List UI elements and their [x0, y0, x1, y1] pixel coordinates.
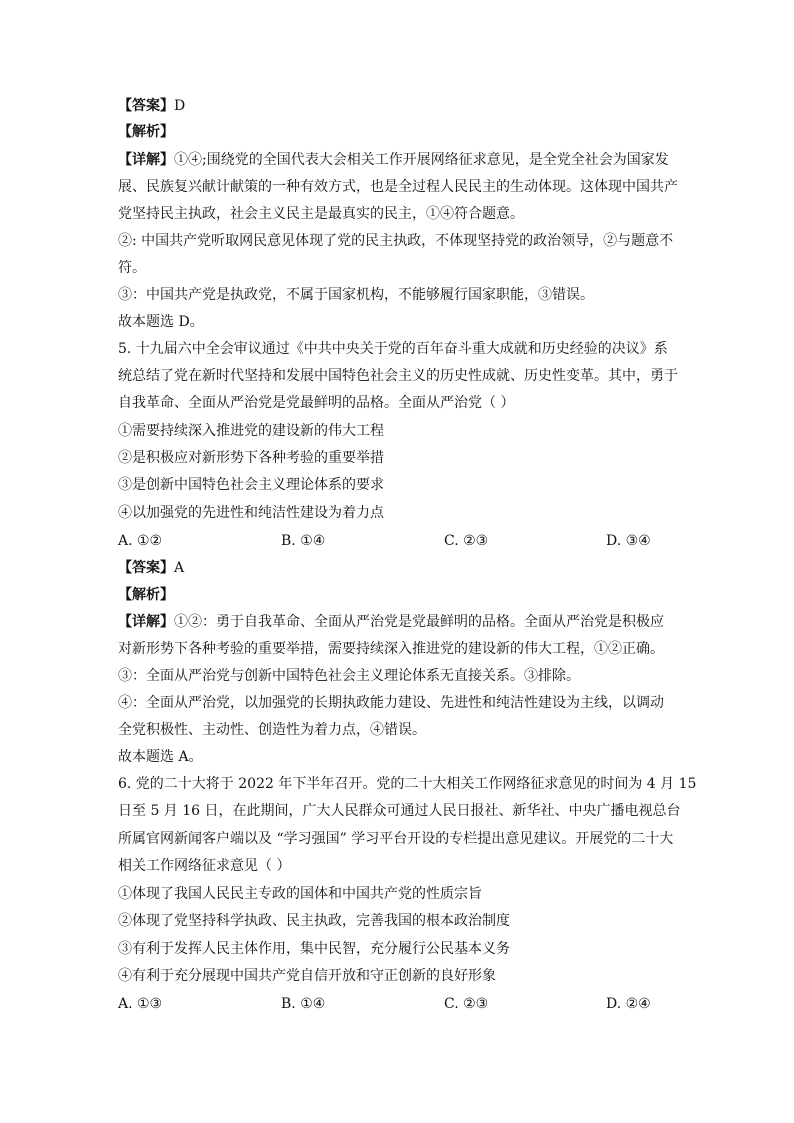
detail-line: ③：全面从严治党与创新中国特色社会主义理论体系无直接关系。③排除。	[118, 668, 580, 684]
question-stem: 5. 十九届六中全会审议通过《中共中央关于党的百年奋斗重大成就和历史经验的决议》系	[118, 341, 668, 357]
answer-value: D	[174, 98, 186, 114]
detail-line: 【详解】①②：勇于自我革命、全面从严治党是党最鲜明的品格。全面从严治党是积极应	[118, 614, 664, 630]
statement: ②是积极应对新形势下各种考验的重要举措	[118, 450, 384, 466]
statement: ④有利于充分展现中国共产党自信开放和守正创新的良好形象	[118, 968, 496, 984]
statement: ③是创新中国特色社会主义理论体系的要求	[118, 477, 384, 493]
answer-line	[118, 96, 185, 116]
statement: ①体现了我国人民民主专政的国体和中国共产党的性质宗旨	[118, 886, 482, 902]
option-d: D. ③④	[606, 533, 651, 549]
answer-line	[118, 558, 184, 578]
detail-line: 故本题选 D。	[118, 314, 204, 330]
detail-line: 党坚持民主执政，社会主义民主是最真实的民主，①④符合题意。	[118, 206, 524, 222]
detail-tag: 【详解】	[118, 614, 174, 630]
detail-tag: 【详解】	[118, 152, 174, 168]
option-b: B. ①④	[281, 533, 326, 549]
answer-value: A	[174, 560, 185, 576]
option-c: C. ②③	[444, 996, 489, 1012]
option-c: C. ②③	[444, 533, 489, 549]
detail-line: 对新形势下各种考验的重要举措，需要持续深入推进党的建设新的伟大工程，①②正确。	[118, 641, 664, 657]
detail-line: 展、民族复兴献计献策的一种有效方式，也是全过程人民民主的生动体现。这体现中国共产	[118, 179, 678, 195]
detail-line: ④：全面从严治党，以加强党的长期执政能力建设、先进性和纯洁性建设为主线，以调动	[118, 695, 664, 711]
option-a: A. ①③	[118, 996, 163, 1012]
detail-line: 【详解】①④;围绕党的全国代表大会相关工作开展网络征求意见，是全党全社会为国家发	[118, 152, 669, 168]
analysis-tag: 【解析】	[118, 587, 174, 603]
detail-line: 符。	[118, 260, 146, 276]
option-b: B. ①④	[281, 996, 326, 1012]
statement: ②体现了党坚持科学执政、民主执政，完善我国的根本政治制度	[118, 913, 510, 929]
analysis-tag: 【解析】	[118, 124, 174, 140]
answer-tag: 【答案】	[118, 98, 174, 114]
question-stem: 相关工作网络征求意见（ ）	[118, 858, 291, 874]
statement: ③有利于发挥人民主体作用，集中民智，充分履行公民基本义务	[118, 941, 510, 957]
statement: ④以加强党的先进性和纯洁性建设为着力点	[118, 505, 384, 521]
question-stem: 日至 5 月 16 日，在此期间，广大人民群众可通过人民日报社、新华社、中央广播电视总台	[118, 803, 681, 819]
detail-line: 故本题选 A。	[118, 749, 203, 765]
question-stem: 6. 党的二十大将于 2022 年下半年召开。党的二十大相关工作网络征求意见的时间为 4 月 15	[118, 776, 697, 792]
detail-line: ③：中国共产党是执政党，不属于国家机构，不能够履行国家职能，③错误。	[118, 287, 594, 303]
option-a: A. ①②	[118, 533, 163, 549]
statement: ①需要持续深入推进党的建设新的伟大工程	[118, 423, 384, 439]
question-stem: 自我革命、全面从严治党是党最鲜明的品格。全面从严治党（ ）	[118, 395, 515, 411]
detail-line: 全党积极性、主动性、创造性为着力点，④错误。	[118, 722, 426, 738]
option-d: D. ②④	[606, 996, 651, 1012]
question-stem: 统总结了党在新时代坚持和发展中国特色社会主义的历史性成就、历史性变革。其中，勇于	[118, 368, 678, 384]
answer-tag: 【答案】	[118, 560, 174, 576]
question-stem: 所属官网新闻客户端以及 “学习强国” 学习平台开设的专栏提出意见建议。开展党的二十大	[118, 831, 674, 847]
detail-line: ②: 中国共产党听取网民意见体现了党的民主执政，不体现坚持党的政治领导，②与题意不	[118, 233, 674, 249]
